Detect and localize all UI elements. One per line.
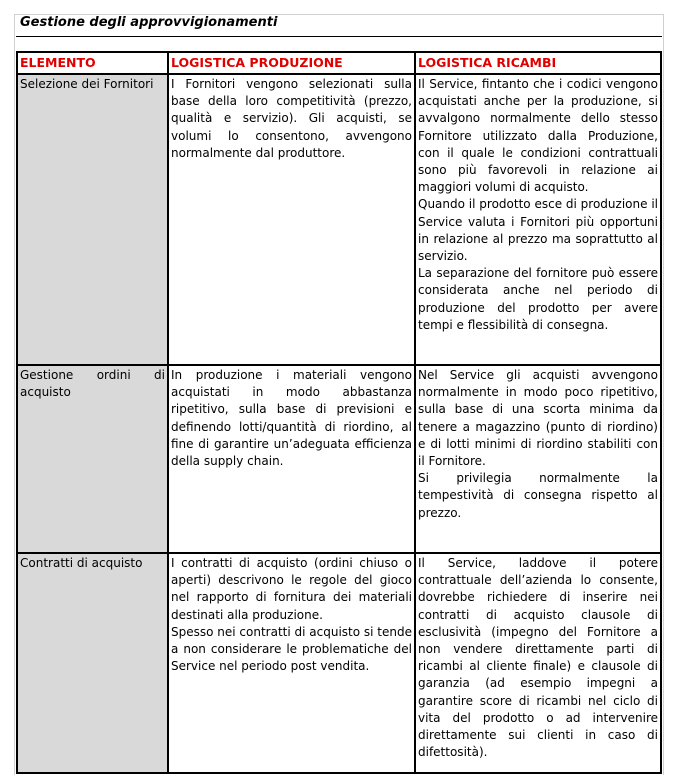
row-ricambi-cell: [415, 365, 661, 553]
paragraph: Si privilegia normalmente la tempestività di consegna rispetto al prezzo.: [418, 471, 658, 520]
document-title: Gestione degli approvvigionamenti: [20, 15, 278, 30]
paragraph: Il Service, laddove il potere contrattuale dell’azienda lo consente, dovrebbe richiedere di inserire nei contratti di acquisto clausole di esclusività (impegno del Fornitore a non vendere direttamente parti di ricambi al cliente finale) e clausole di garanzia (ad esempio impegni a garantire score di ricambi nel ciclo di vita del prodotto o ad intervenire direttamente sui clienti in caso di difettosità).: [418, 556, 658, 760]
row-ricambi-cell: [415, 74, 661, 365]
row-produzione-cell: [168, 553, 415, 773]
row-ricambi-cell: [415, 553, 661, 773]
header-row: [17, 52, 661, 74]
paragraph: Spesso nei contratti di acquisto si tende a non considerare le problematiche del Service nel periodo post vendita.: [171, 624, 412, 674]
paragraph: In produzione i materiali vengono acquistati in modo abbastanza ripetitivo, sulla base di previsioni e definendo lotti/quantità di riordino, al fine di garantire un’adeguata efficienza della supply chain.: [171, 368, 412, 469]
row-element-cell: Selezione dei Fornitori: [17, 74, 168, 365]
paragraph: Quando il prodotto esce di produzione il Service valuta i Fornitori più opportuni in relazione al prezzo ma soprattutto al servizio.: [418, 197, 658, 264]
table-row: [17, 553, 661, 773]
table-row: [17, 365, 661, 553]
row-produzione-cell: [168, 365, 415, 553]
row-produzione-cell: [168, 74, 415, 365]
procurement-table: [16, 51, 662, 774]
paragraph: Il Service, fintanto che i codici vengono acquistati anche per la produzione, si avvalgono normalmente dello stesso Fornitore utilizzato dalla Produzione, con il quale le condizioni contrattuali sono più favorevoli in relazione ai maggiori volumi di acquisto.: [418, 77, 658, 195]
paragraph: La separazione del fornitore può essere considerata anche nel periodo di produzione del prodotto per avere tempi e flessibilità di consegna.: [418, 266, 658, 332]
paragraph: Nel Service gli acquisti avvengono normalmente in modo poco ripetitivo, sulla base di una scorta minima da tenere a magazzino (punto di riordino) e di lotti minimi di riordino stabiliti con il Fornitore.: [418, 368, 658, 469]
header-logistica-produzione: LOGISTICA PRODUZIONE: [168, 52, 415, 74]
header-elemento: ELEMENTO: [17, 52, 168, 74]
paragraph: I Fornitori vengono selezionati sulla base della loro competitività (prezzo, qualità e servizio). Gli acquisti, se volumi lo consentono, avvengono normalmente dal produttore.: [171, 77, 412, 160]
row-element-cell: Gestione ordini di acquisto: [17, 365, 168, 553]
header-logistica-ricambi: LOGISTICA RICAMBI: [415, 52, 661, 74]
row-element-cell: Contratti di acquisto: [17, 553, 168, 773]
paragraph: I contratti di acquisto (ordini chiuso o aperti) descrivono le regole del gioco nel rapporto di fornitura dei materiali destinati alla produzione.: [171, 556, 412, 622]
title-divider: [16, 36, 662, 37]
table-row: [17, 74, 661, 365]
